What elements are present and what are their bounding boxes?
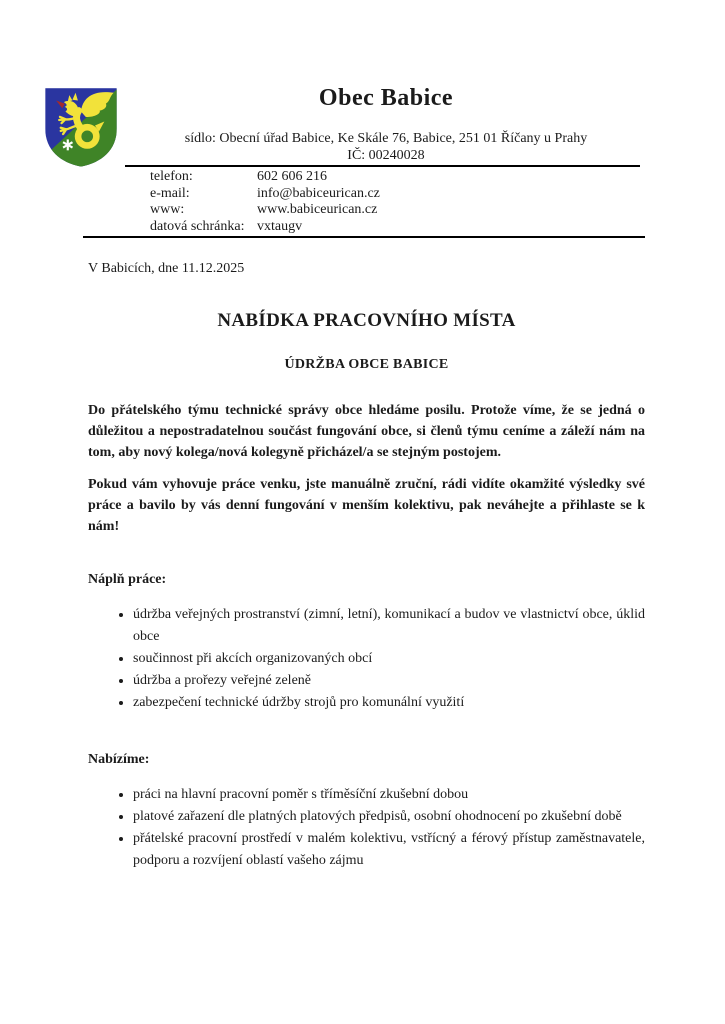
list-item: • součinnost při akcích organizovaných obcí bbox=[133, 648, 645, 670]
list-item: • zabezpečení technické údržby strojů pro komunální využití bbox=[133, 692, 645, 714]
org-name: Obec Babice bbox=[318, 85, 454, 111]
section-heading-job-duties: Náplň práce: bbox=[88, 572, 167, 587]
email-value: info@babiceurican.cz bbox=[257, 185, 380, 201]
org-ic-number: IČ: 00240028 bbox=[347, 148, 425, 163]
municipal-crest-icon bbox=[42, 85, 120, 169]
page-title: NABÍDKA PRACOVNÍHO MÍSTA bbox=[217, 310, 516, 331]
document-body bbox=[88, 260, 645, 872]
org-address: sídlo: Obecní úřad Babice, Ke Skále 76, Babice, 251 01 Říčany u Prahy bbox=[184, 131, 588, 146]
letterhead bbox=[130, 84, 642, 164]
section-heading-we-offer: Nabízíme: bbox=[88, 752, 150, 767]
header-rule-top bbox=[125, 165, 640, 167]
phone-label: telefon: bbox=[150, 169, 193, 184]
databox-value: vxtaugv bbox=[257, 218, 303, 234]
contact-row-phone bbox=[150, 169, 380, 186]
contact-row-databox bbox=[150, 219, 380, 236]
dateline: V Babicích, dne 11.12.2025 bbox=[88, 261, 245, 276]
page-subtitle: ÚDRŽBA OBCE BABICE bbox=[284, 357, 449, 372]
intro-paragraph-2: Pokud vám vyhovuje práce venku, jste manuálně zruční, rádi vidíte okamžité výsledky své práce a bavilo by vás denní fungování v menším kolektivu, pak neváhejte a přihlaste se k nám! bbox=[88, 477, 645, 534]
contact-row-www bbox=[150, 202, 380, 219]
list-item: • práci na hlavní pracovní poměr s tříměsíční zkušební dobou bbox=[133, 784, 645, 806]
header-rule-bottom bbox=[83, 236, 645, 238]
list-item: • údržba veřejných prostranství (zimní, letní), komunikací a budov ve vlastnictví obce, úklid obce bbox=[133, 604, 645, 648]
list-item: • údržba a prořezy veřejné zeleně bbox=[133, 670, 645, 692]
list-item: • přátelské pracovní prostředí v malém kolektivu, vstřícný a férový přístup zaměstnavatele, podporu a rozvíjení oblastí vašeho zájmu bbox=[133, 828, 645, 872]
job-duties-list bbox=[88, 604, 645, 714]
www-label: www: bbox=[150, 202, 185, 217]
list-item: • platové zařazení dle platných platových předpisů, osobní ohodnocení po zkušební době bbox=[133, 806, 645, 828]
we-offer-list bbox=[88, 784, 645, 872]
contact-table bbox=[150, 169, 380, 235]
www-value: www.babiceurican.cz bbox=[257, 202, 378, 217]
intro-paragraph-1: Do přátelského týmu technické správy obce hledáme posilu. Protože víme, že se jedná o důležitou a nepostradatelnou součást fungování obce, si členů týmu ceníme a záleží nám na tom, aby nový kolega/nová kolegyně přicházel/a se stejným postojem. bbox=[88, 403, 645, 460]
contact-row-email bbox=[150, 186, 380, 203]
email-label: e-mail: bbox=[150, 185, 190, 201]
phone-value: 602 606 216 bbox=[257, 169, 327, 184]
databox-label: datová schránka: bbox=[150, 218, 245, 234]
